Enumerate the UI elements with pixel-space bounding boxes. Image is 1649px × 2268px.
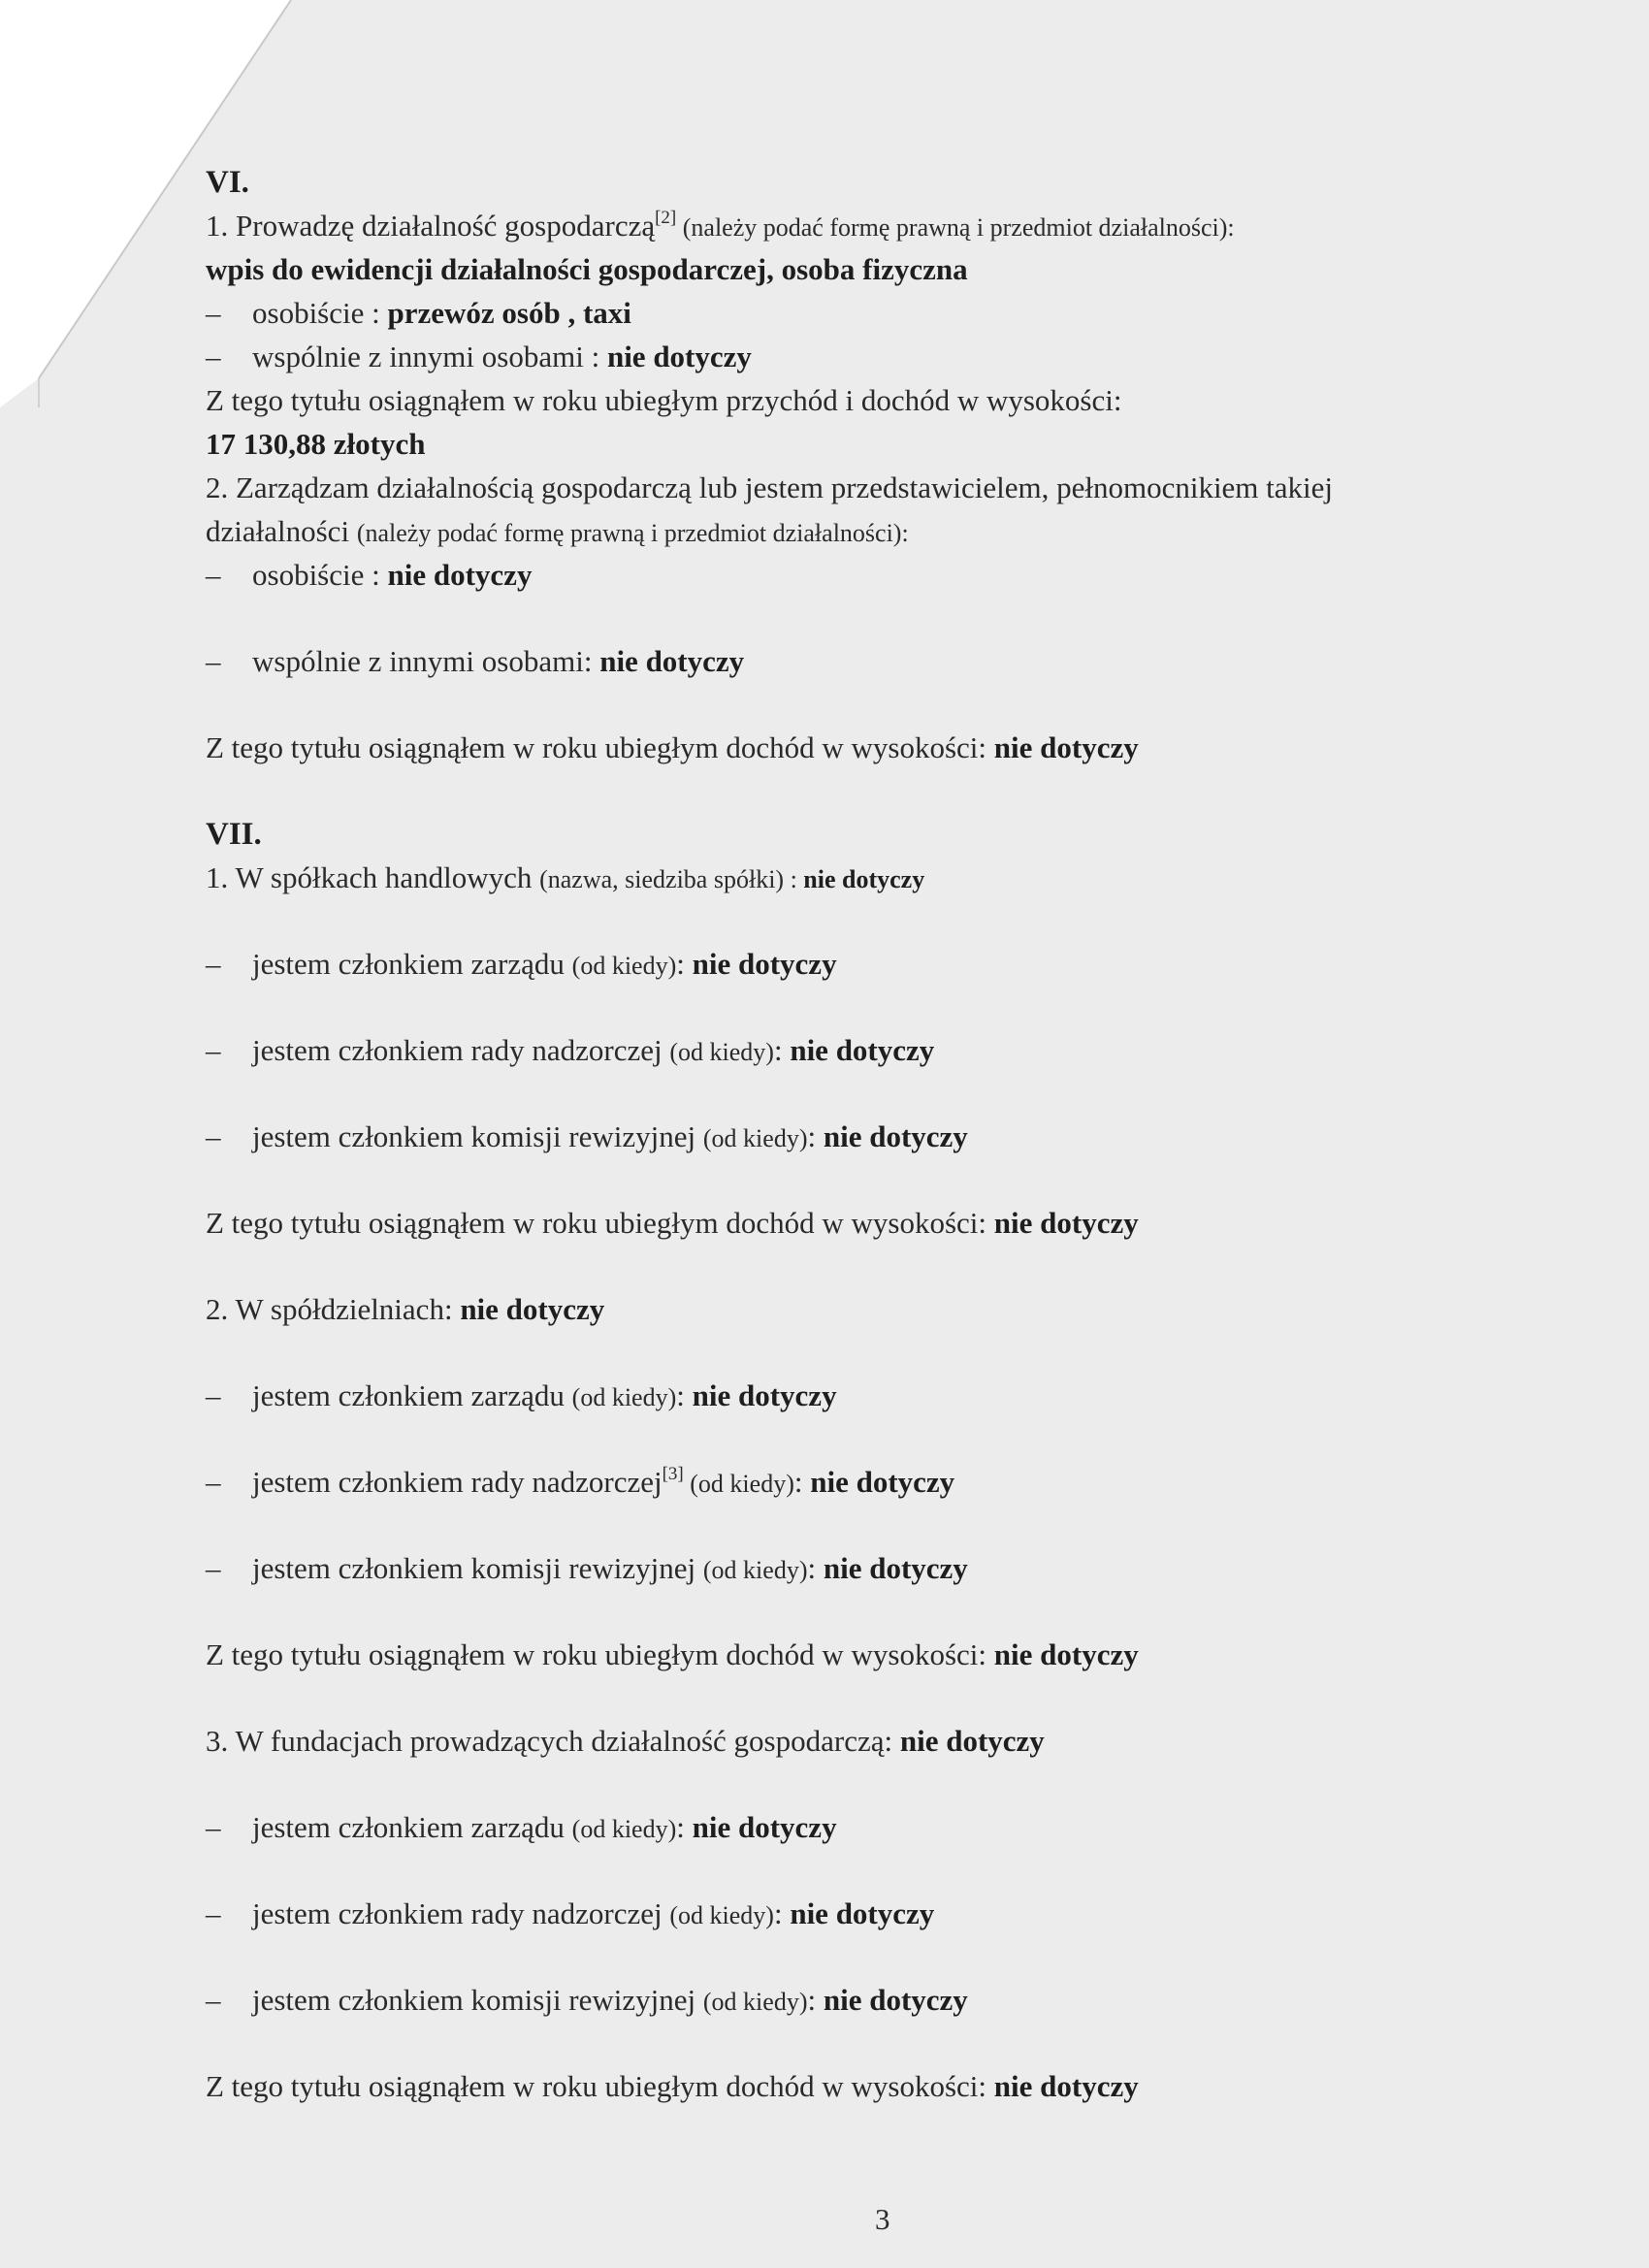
- vii-s2-item: – jestem członkiem zarządu (od kiedy): nie dotyczy: [206, 1378, 837, 1412]
- vii-s1-income-line: Z tego tytułu osiągnąłem w roku ubiegłym dochód w wysokości: nie dotyczy: [206, 1206, 1139, 1240]
- vii-s1-item: – jestem członkiem zarządu (od kiedy): nie dotyczy: [206, 947, 837, 981]
- vii-s1-item: – jestem członkiem rady nadzorczej (od kiedy): nie dotyczy: [206, 1033, 935, 1067]
- vii-s2-income-line: Z tego tytułu osiągnąłem w roku ubiegłym dochód w wysokości: nie dotyczy: [206, 1637, 1139, 1671]
- vi-income-label: Z tego tytułu osiągnąłem w roku ubiegłym przychód i dochód w wysokości:: [206, 383, 1122, 417]
- vi-p2-personal-line: – osobiście : nie dotyczy: [206, 558, 533, 592]
- vii-s3-item: – jestem członkiem zarządu (od kiedy): nie dotyczy: [206, 1810, 837, 1844]
- vii-s2-item: – jestem członkiem komisji rewizyjnej (od kiedy): nie dotyczy: [206, 1551, 968, 1585]
- vi-p2-joint-line: – wspólnie z innymi osobami: nie dotyczy: [206, 644, 745, 678]
- dash-bullet: –: [206, 296, 221, 330]
- dash-bullet: –: [206, 558, 221, 592]
- vii-s3-item: – jestem członkiem komisji rewizyjnej (od kiedy): nie dotyczy: [206, 1983, 968, 2017]
- vi-p1-lead: 1. Prowadzę działalność gospodarczą: [206, 209, 656, 243]
- vi-p1-line: [206, 208, 1235, 246]
- vii-s2-line: 2. W spółdzielniach: nie dotyczy: [206, 1292, 605, 1326]
- vi-p2-line1: 2. Zarządzam działalnością gospodarczą lub jestem przedstawicielem, pełnomocnikiem takiej: [206, 470, 1334, 504]
- vi-p1-hint: (należy podać formę prawną i przedmiot działalności):: [676, 213, 1235, 242]
- vi-joint-value: nie dotyczy: [606, 340, 752, 373]
- vii-s3-item: – jestem członkiem rady nadzorczej (od kiedy): nie dotyczy: [206, 1896, 935, 1930]
- vi-personal-line: – osobiście : przewóz osób , taxi: [206, 296, 631, 330]
- vii-s2-item: – jestem członkiem rady nadzorczej[3] (od kiedy): nie dotyczy: [206, 1464, 955, 1499]
- vii-s1-item: – jestem członkiem komisji rewizyjnej (od kiedy): nie dotyczy: [206, 1119, 968, 1153]
- vi-joint-line: – wspólnie z innymi osobami : nie dotyczy: [206, 340, 752, 373]
- vi-income-value: 17 130,88 złotych: [206, 427, 426, 461]
- dash-bullet: –: [206, 644, 221, 678]
- vi-personal-value: przewóz osób , taxi: [387, 296, 631, 330]
- footnote-2: [2]: [655, 208, 677, 228]
- section-vii-heading: VII.: [206, 817, 262, 852]
- vi-p2-line2: działalności (należy podać formę prawną i przedmiot działalności):: [206, 514, 909, 548]
- dash-bullet: –: [206, 340, 221, 373]
- vi-p2-income-line: Z tego tytułu osiągnąłem w roku ubiegłym dochód w wysokości: nie dotyczy: [206, 730, 1139, 764]
- vi-p1-form: wpis do ewidencji działalności gospodarczej, osoba fizyczna: [206, 252, 968, 286]
- footnote-3: [3]: [662, 1464, 684, 1484]
- page-number: 3: [875, 2202, 890, 2236]
- section-vi-heading: VI.: [206, 165, 249, 200]
- vii-s3-line: 3. W fundacjach prowadzących działalność gospodarczą: nie dotyczy: [206, 1724, 1045, 1758]
- vii-s1-line: 1. W spółkach handlowych (nazwa, siedziba spółki) : nie dotyczy: [206, 860, 925, 894]
- vii-s3-income-line: Z tego tytułu osiągnąłem w roku ubiegłym dochód w wysokości: nie dotyczy: [206, 2069, 1139, 2103]
